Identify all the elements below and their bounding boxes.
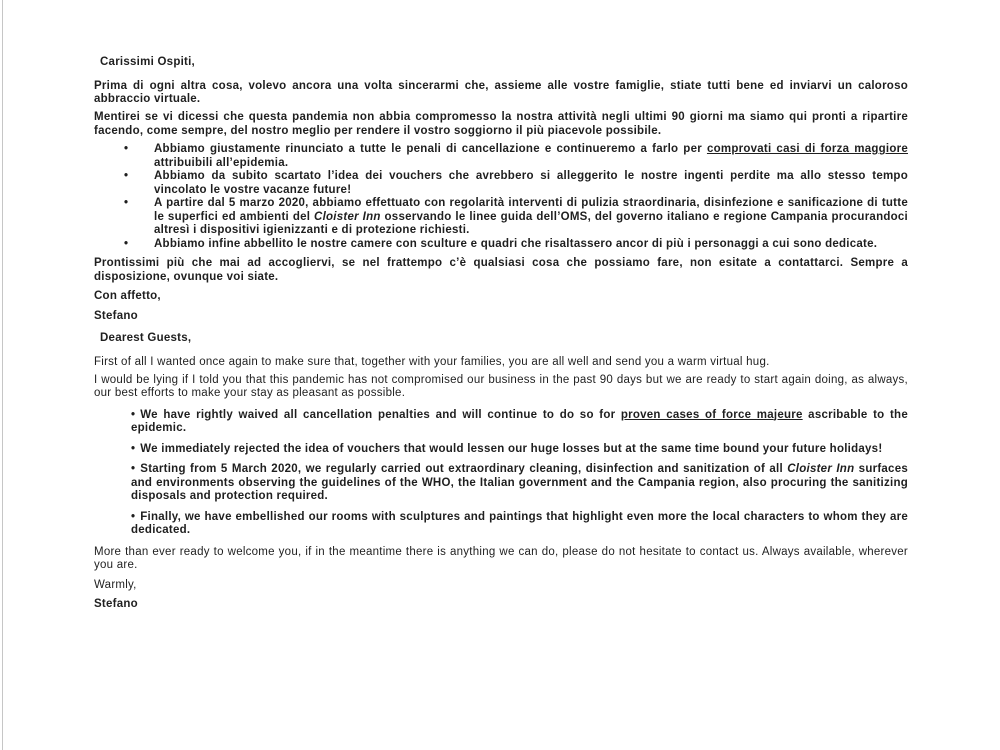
text-segment: Abbiamo giustamente rinunciato a tutte le penali di cancellazione e continueremo a farlo per [154,143,707,155]
italian-valediction: Con affetto, [94,290,161,302]
italian-section [94,56,908,323]
bullet-text: We immediately rejected the idea of vouchers that would lessen our huge losses but at the same time bound your future holidays! [140,442,883,455]
letter-body [94,56,908,621]
bullet-item [94,143,908,170]
hotel-name-italic: Cloister Inn [314,210,381,223]
text-segment: We have rightly waived all cancellation penalties and will continue to do so for [140,408,621,421]
italian-salutation: Carissimi Ospiti, [100,56,196,68]
italian-bullet-list [94,143,908,251]
bullet-icon: • [124,170,129,182]
english-closing-paragraph: More than ever ready to welcome you, if in the meantime there is anything we can do, please do not hesitate to contact us. Always available, wherever you are. [94,545,908,571]
bullet-item [131,463,908,504]
underlined-text: comprovati casi di forza maggiore [706,143,908,155]
bullet-text [154,143,908,170]
english-signature: Stefano [94,598,138,610]
bullet-item [94,197,908,238]
english-bullet-list [94,409,908,538]
underlined-text: proven cases of force majeure [620,408,803,421]
italian-paragraph-1: Prima di ogni altra cosa, volevo ancora una volta sincerarmi che, assieme alle vostre famiglie, stiate tutti bene ed inviarvi un caloroso abbraccio virtuale. [94,79,908,105]
italian-signature: Stefano [94,309,138,322]
english-paragraph-2: I would be lying if I told you that this pandemic has not compromised our business in the past 90 days but we are ready to start again doing, as always, our best efforts to make your stay as pleasant as possible. [94,373,908,399]
english-valediction: Warmly, [94,578,137,591]
text-segment: Starting from 5 March 2020, we regularly carried out extraordinary cleaning, disinfection and sanitization of all [140,463,788,475]
bullet-icon: • [131,510,136,523]
english-section [94,332,908,612]
bullet-icon: • [124,143,129,155]
english-paragraph-1: First of all I wanted once again to make sure that, together with your families, you are all well and send you a warm virtual hug. [94,355,770,368]
text-segment: surfaces and environments observing the guidelines of the WHO, the Italian government and the Campania region, also procuring the sanitizing disposals and protection required. [131,463,908,502]
bullet-icon: • [124,237,129,250]
text-segment: ascribable to the epidemic. [131,408,908,434]
bullet-item [94,170,908,197]
bullet-item [131,511,908,538]
bullet-icon: • [124,197,129,209]
hotel-name-italic: Cloister Inn [787,463,855,475]
bullet-item [131,443,908,457]
bullet-text [154,197,908,238]
text-segment: osservando le linee guida dell’OMS, del governo italiano e regione Campania procurandoci altresì i dispositivi igienizzanti e di protezione richiesti. [154,210,908,236]
english-salutation: Dearest Guests, [100,332,192,344]
bullet-text: Finally, we have embellished our rooms with sculptures and paintings that highlight even more the local characters to whom they are dedicated. [131,510,908,536]
bullet-icon: • [131,442,136,455]
italian-closing-paragraph: Prontissimi più che mai ad accogliervi, se nel frattempo c’è qualsiasi cosa che possiamo fare, non esitate a contattarci. Sempre a disposizione, ovunque voi siate. [94,257,908,283]
page-edge [2,0,3,750]
bullet-item [131,409,908,436]
italian-paragraph-2: Mentirei se vi dicessi che questa pandemia non abbia compromesso la nostra attività negli ultimi 90 giorni ma siamo qui pronti a ripartire facendo, come sempre, del nostro meglio per rendere il vostro soggiorno il più piacevole possibile. [94,111,908,137]
bullet-icon: • [131,408,136,421]
bullet-text: Abbiamo da subito scartato l’idea dei vouchers che avrebbero si alleggerito le nostre ingenti perdite ma allo stesso tempo vincolato le vostre vacanze future! [154,170,908,196]
bullet-text: Abbiamo infine abbellito le nostre camere con sculture e quadri che risaltassero ancor di più i personaggi a cui sono dedicate. [154,237,878,250]
text-segment: A partire dal 5 marzo 2020, abbiamo effettuato con regolarità interventi di pulizia straordinaria, disinfezione e sanificazione di tutte le superfici ed ambienti del [154,197,908,223]
text-segment: attribuibili all’epidemia. [154,156,289,169]
bullet-item [94,238,908,252]
bullet-icon: • [131,463,136,475]
